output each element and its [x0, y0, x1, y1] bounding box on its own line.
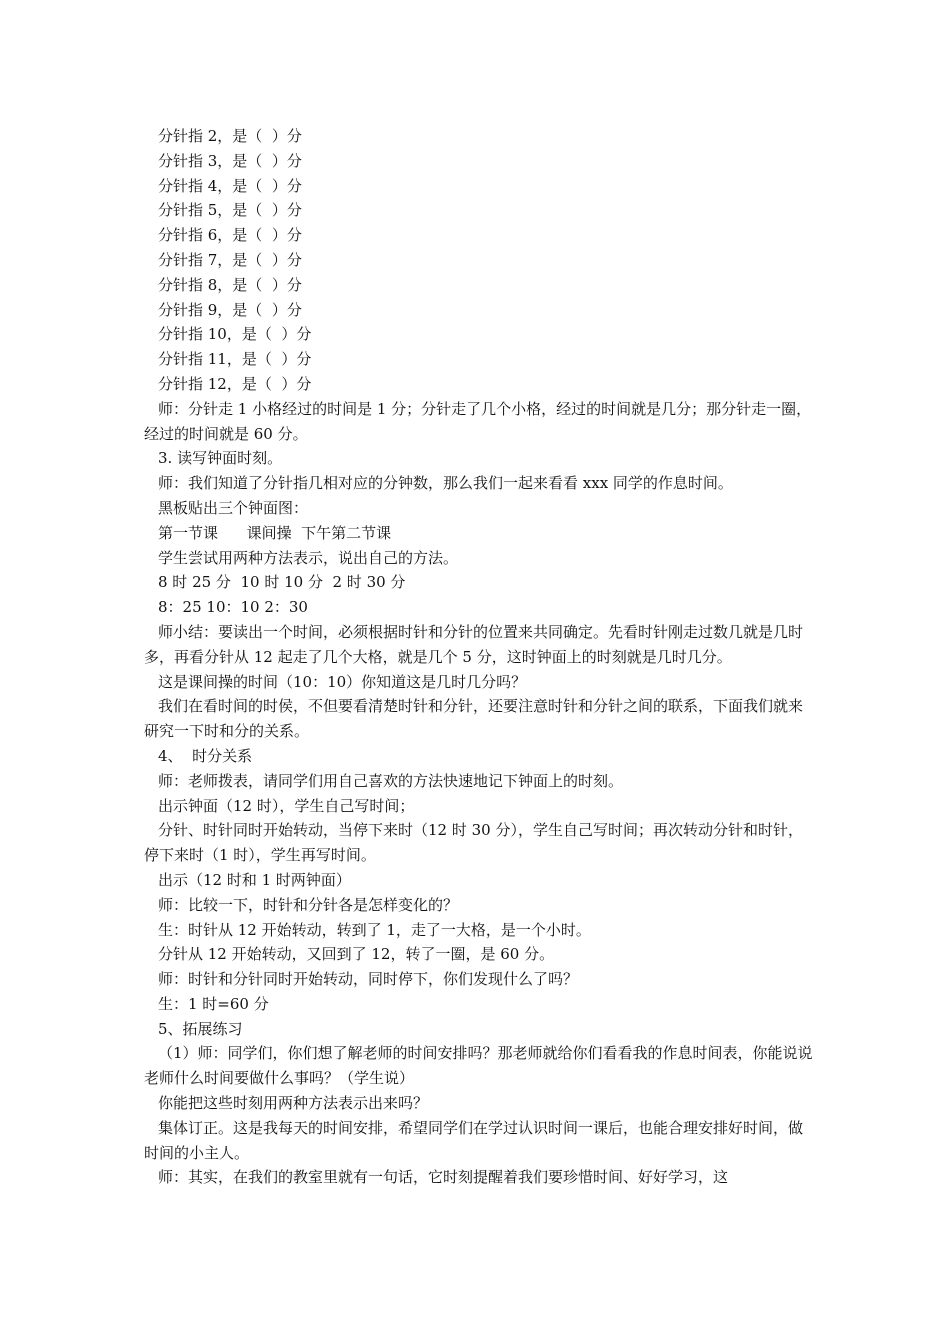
paragraph: 师小结：要读出一个时间，必须根据时针和分针的位置来共同确定。先看时针刚走过数几就是几时多，再看分针从 12 起走了几个大格，就是几个 5 分，这时钟面上的时刻就是几时几分。 — [144, 622, 804, 666]
document-body — [144, 124, 816, 1190]
paragraph: 生：时针从 12 开始转动，转到了 1，走了一大格，是一个小时。 — [158, 920, 591, 939]
paragraph: 8 时 25 分 10 时 10 分 2 时 30 分 — [158, 573, 406, 592]
paragraph: 师：分针走 1 小格经过的时间是 1 分；分针走了几个小格，经过的时间就是几分；那分针走一圈，经过的时间就是 60 分。 — [144, 399, 812, 443]
paragraph: 分针指 4，是（ ）分 — [158, 176, 302, 195]
paragraph: 分针指 12，是（ ）分 — [158, 374, 312, 393]
paragraph: 学生尝试用两种方法表示，说出自己的方法。 — [158, 548, 459, 567]
paragraph: 分针指 9，是（ ）分 — [158, 300, 302, 319]
paragraph: 师：比较一下，时针和分针各是怎样变化的？ — [158, 895, 459, 914]
paragraph: 师：时针和分针同时开始转动，同时停下，你们发现什么了吗？ — [158, 970, 579, 989]
paragraph: 师：老师拨表，请同学们用自己喜欢的方法快速地记下钟面上的时刻。 — [158, 771, 624, 790]
paragraph: 师：我们知道了分针指几相对应的分钟数，那么我们一起来看看 xxx 同学的作息时间。 — [158, 474, 733, 493]
paragraph: 我们在看时间的时侯，不但要看清楚时针和分针，还要注意时针和分针之间的联系，下面我们就来研究一下时和分的关系。 — [144, 697, 804, 741]
section-heading: 4、 时分关系 — [158, 746, 253, 765]
paragraph: 黑板贴出三个钟面图： — [158, 498, 309, 517]
paragraph: 出示钟面（12 时），学生自己写时间； — [158, 796, 415, 815]
paragraph: 出示（12 时和 1 时两钟面） — [158, 870, 351, 889]
paragraph: 分针、时针同时开始转动，当停下来时（12 时 30 分），学生自己写时间；再次转动分针和时针，停下来时（1 时），学生再写时间。 — [144, 821, 803, 865]
paragraph: 分针指 3，是（ ）分 — [158, 151, 302, 170]
paragraph: 你能把这些时刻用两种方法表示出来吗？ — [158, 1094, 429, 1113]
paragraph: 这是课间操的时间（10：10）你知道这是几时几分吗？ — [158, 672, 527, 691]
paragraph: 集体订正。这是我每天的时间安排，希望同学们在学过认识时间一课后，也能合理安排好时间，做时间的小主人。 — [144, 1118, 804, 1162]
paragraph: 分针指 7，是（ ）分 — [158, 250, 302, 269]
paragraph: 分针指 2，是（ ）分 — [158, 127, 302, 145]
section-heading: 3. 读写钟面时刻。 — [158, 449, 283, 468]
paragraph: 师：其实，在我们的教室里就有一句话，它时刻提醒着我们要珍惜时间、好好学习，这 — [158, 1168, 729, 1187]
paragraph: 分针指 11，是（ ）分 — [158, 350, 312, 369]
paragraph: 生：1 时=60 分 — [158, 994, 269, 1013]
paragraph: 第一节课 课间操 下午第二节课 — [158, 523, 392, 542]
paragraph: （1）师：同学们，你们想了解老师的时间安排吗？那老师就给你们看看我的作息时间表，你能说说老师什么时间要做什么事吗？（学生说） — [144, 1044, 813, 1088]
section-heading: 5、拓展练习 — [158, 1019, 243, 1038]
paragraph: 分针指 10，是（ ）分 — [158, 325, 312, 344]
paragraph: 8：25 10：10 2：30 — [158, 598, 308, 617]
paragraph: 分针指 5，是（ ）分 — [158, 201, 302, 220]
paragraph: 分针指 6，是（ ）分 — [158, 226, 302, 245]
paragraph: 分针从 12 开始转动，又回到了 12，转了一圈，是 60 分。 — [158, 945, 555, 964]
paragraph: 分针指 8，是（ ）分 — [158, 275, 302, 294]
